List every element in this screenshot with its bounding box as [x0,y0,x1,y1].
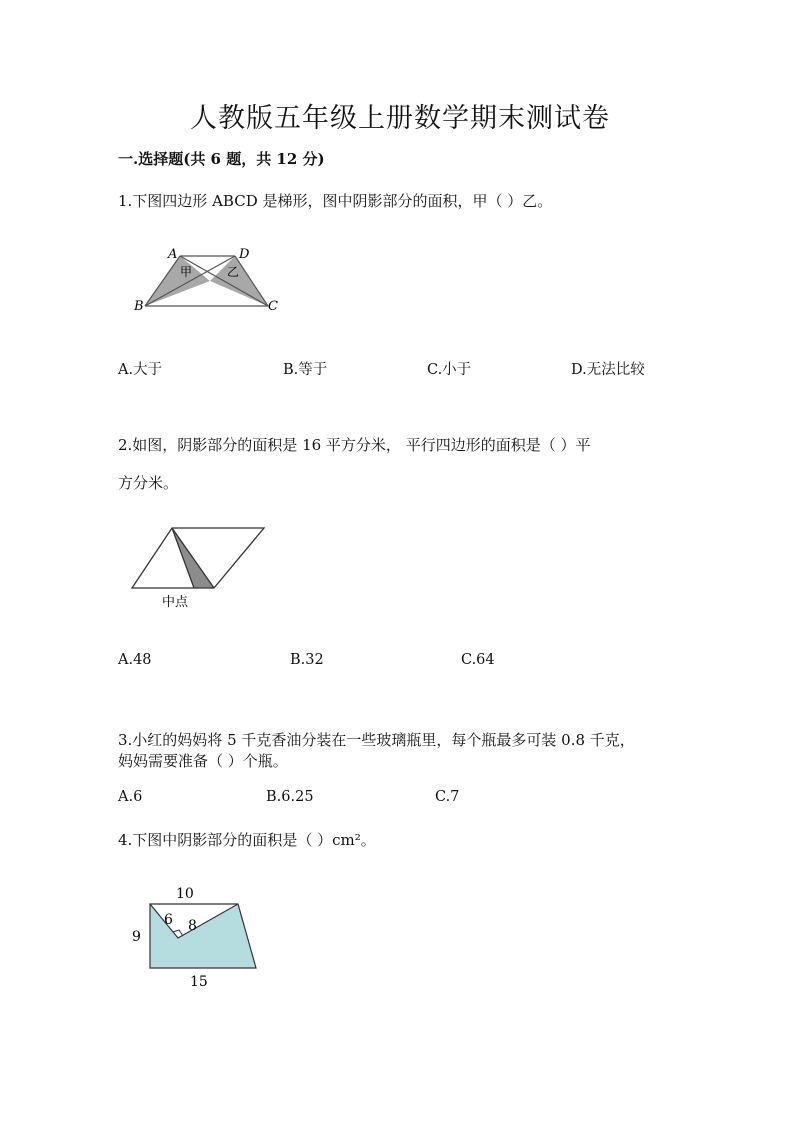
label-height-9: 9 [132,929,141,945]
q3-option-a[interactable]: A.6 [118,789,143,805]
question-2-text-line1: 2.如图，阴影部分的面积是 16 平方分米， 平行四边形的面积是（ ）平 [118,436,591,454]
q2-option-c[interactable]: C.64 [461,652,495,668]
label-top-10: 10 [176,886,194,902]
label-leg-8: 8 [188,918,197,934]
parallelogram-figure [124,520,272,612]
label-d: D [239,247,250,262]
label-c: C [268,299,278,314]
label-b: B [134,299,144,314]
question-1-text: 1.下图四边形 ABCD 是梯形，图中阴影部分的面积，甲（ ）乙。 [118,192,553,210]
q1-option-a[interactable]: A.大于 [118,362,163,378]
shaded-triangle-yi [210,256,268,306]
question-2-text-line2: 方分米。 [118,474,179,492]
label-midpoint: 中点 [162,595,189,610]
label-bottom-15: 15 [190,974,208,990]
question-3-text-line2: 妈妈需要准备（ ）个瓶。 [118,752,288,770]
q1-option-c[interactable]: C.小于 [427,362,472,378]
trapezoid-figure [132,244,282,316]
q1-option-b[interactable]: B.等于 [283,362,328,378]
label-yi: 乙 [227,265,240,279]
label-leg-6: 6 [164,912,173,928]
question-4-text: 4.下图中阴影部分的面积是（ ）cm²。 [118,831,376,849]
section-heading: 一.选择题(共 6 题，共 12 分) [118,150,325,168]
label-a: A [168,247,178,262]
q2-option-a[interactable]: A.48 [118,652,152,668]
shaded-triangle-jia [145,256,210,306]
trapezoid-shaded-figure [128,880,273,992]
q1-option-d[interactable]: D.无法比较 [571,362,645,378]
label-jia: 甲 [180,265,193,279]
page-title: 人教版五年级上册数学期末测试卷 [190,103,610,134]
q2-option-b[interactable]: B.32 [290,652,324,668]
question-3-text-line1: 3.小红的妈妈将 5 千克香油分装在一些玻璃瓶里，每个瓶最多可装 0.8 千克， [118,731,635,749]
q3-option-b[interactable]: B.6.25 [266,789,314,805]
q3-option-c[interactable]: C.7 [435,789,460,805]
